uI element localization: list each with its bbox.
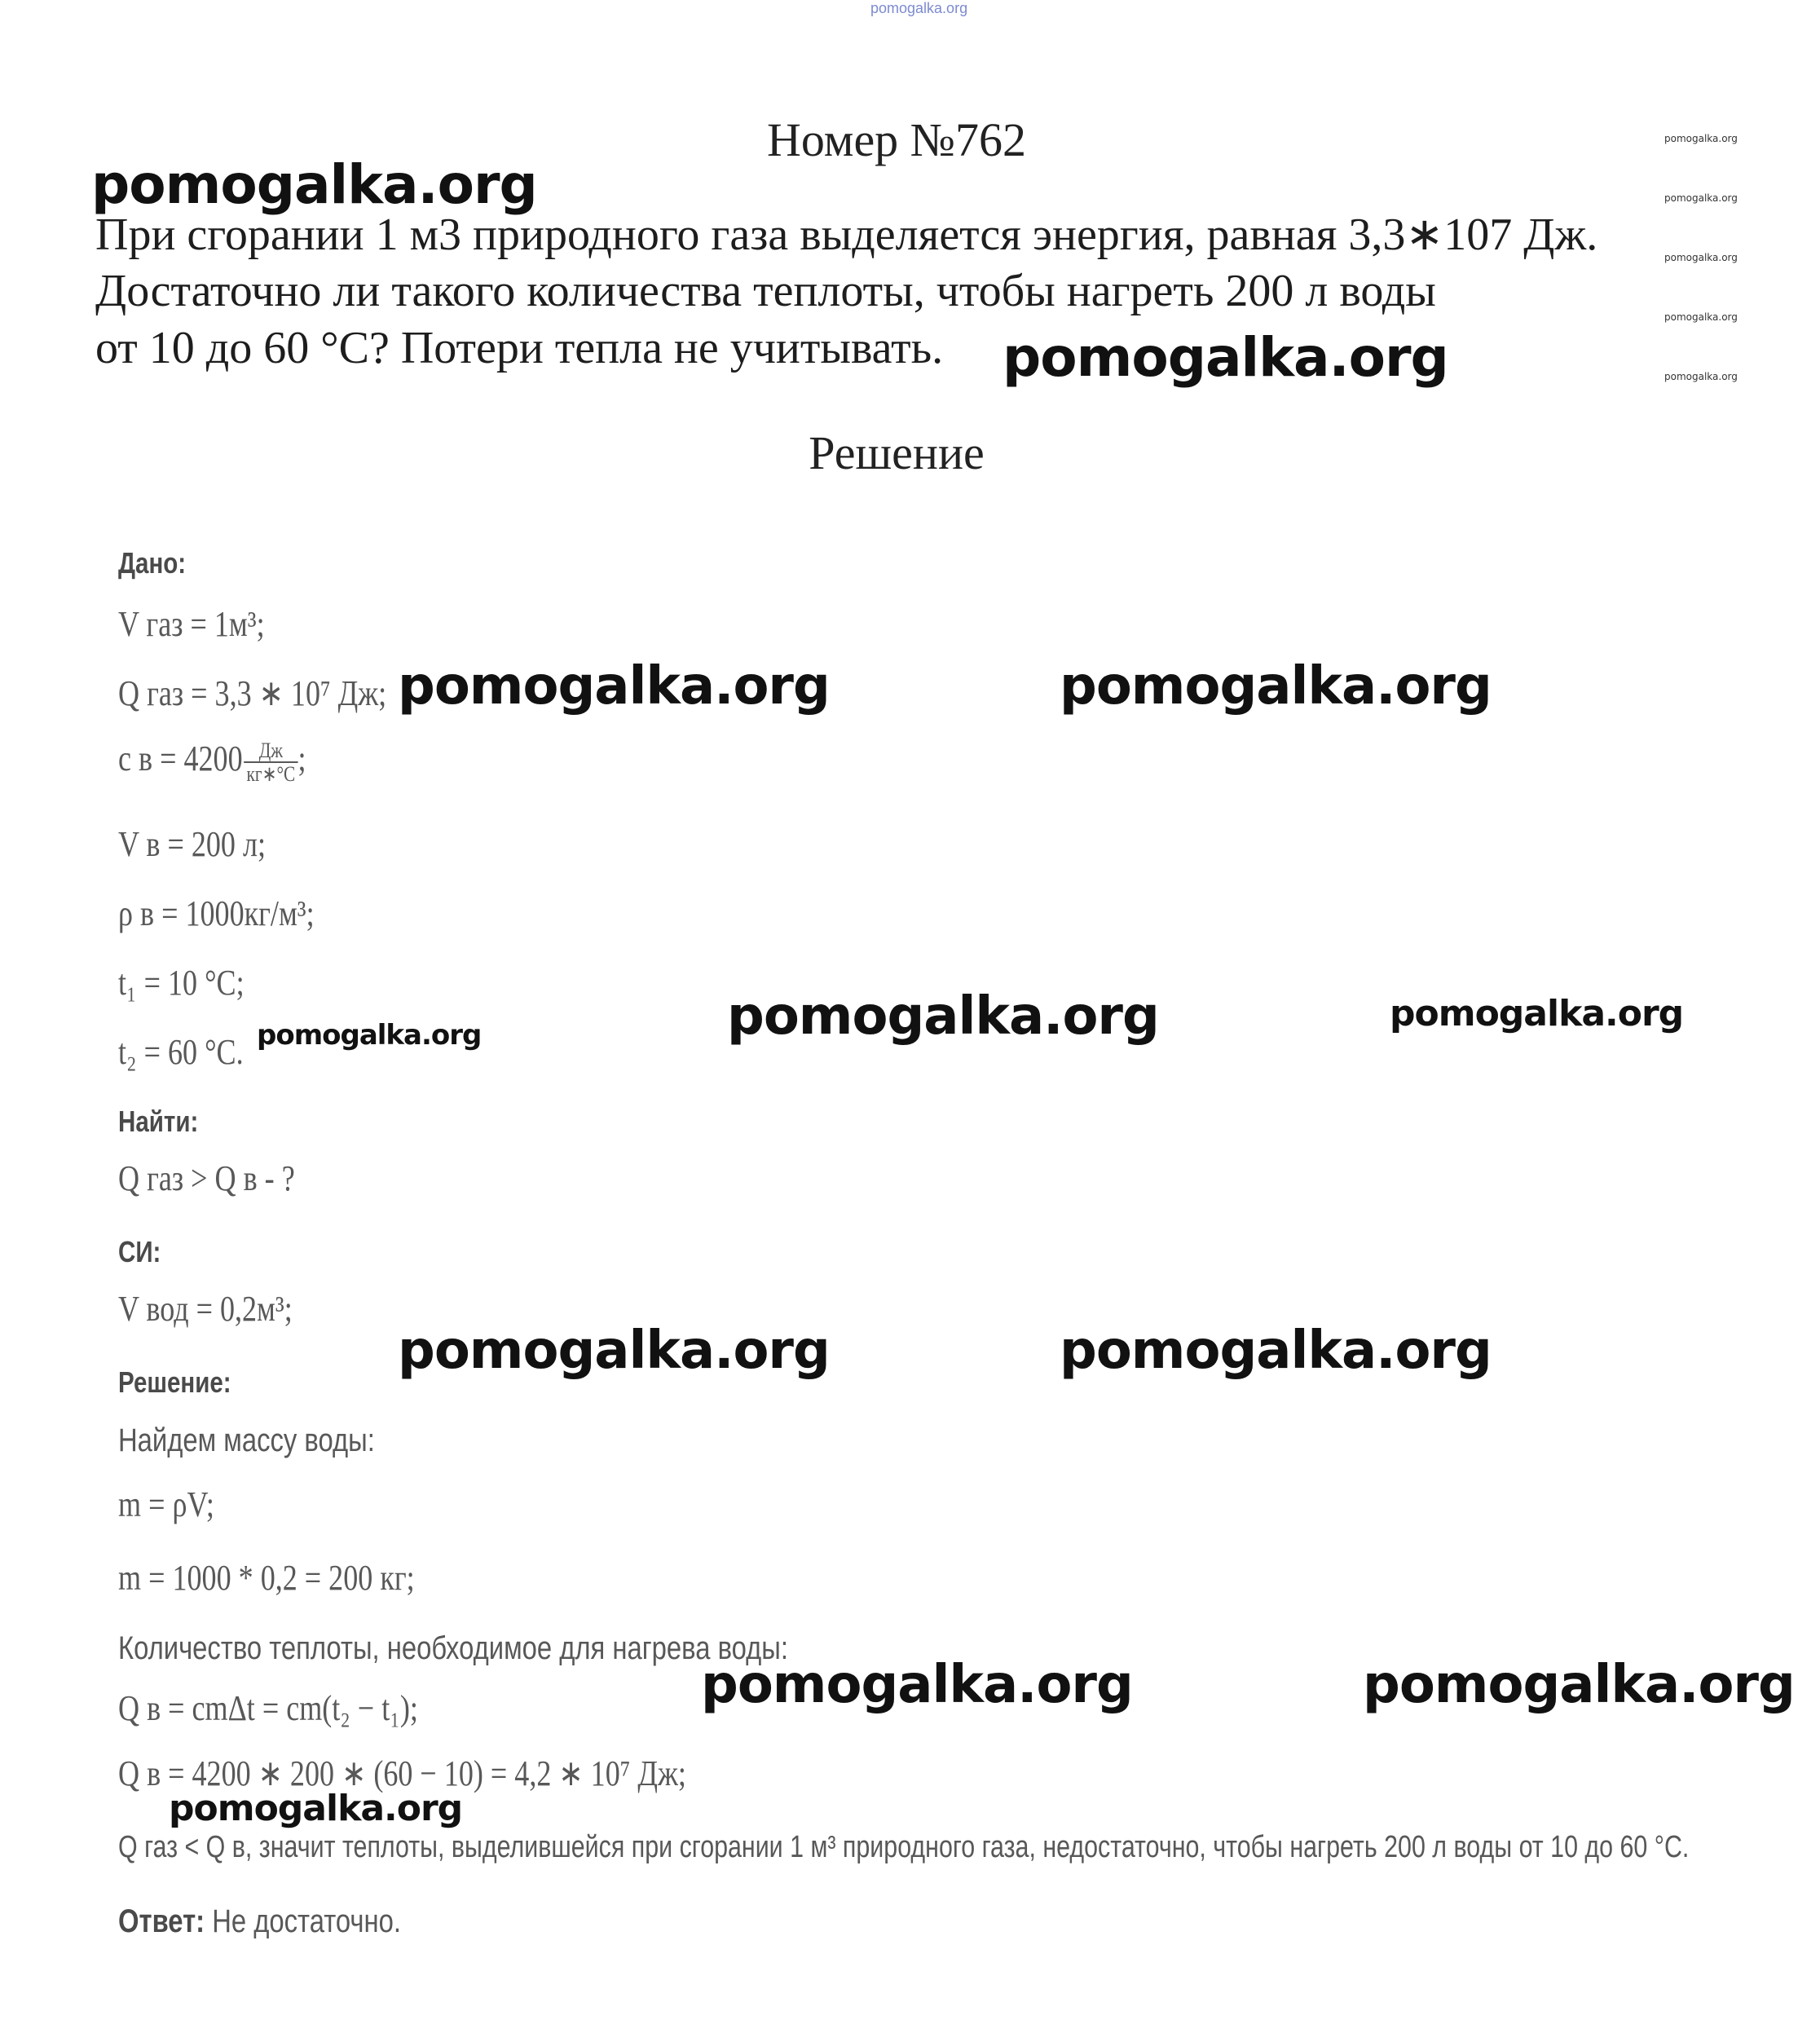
given-label: Дано: (118, 546, 187, 580)
watermark: pomogalka.org (1060, 1321, 1492, 1381)
watermark: pomogalka.org (398, 656, 830, 717)
given-v-gas: V газ = 1м³; (118, 604, 265, 644)
watermark: pomogalka.org (1363, 1655, 1795, 1715)
watermark: pomogalka.org (257, 1019, 482, 1052)
watermark: pomogalka.org (1664, 192, 1738, 204)
watermark: pomogalka.org (701, 1655, 1133, 1715)
find-label: Найти: (118, 1105, 199, 1138)
given-v-water: V в = 200 л; (118, 824, 267, 864)
problem-line-3: от 10 до 60 °С? Потери тепла не учитывать. (95, 323, 944, 373)
answer-label: Ответ: (118, 1903, 205, 1939)
c-water-numerator: Дж (244, 739, 297, 763)
watermark: pomogalka.org (1664, 252, 1738, 263)
c-water-fraction (244, 739, 297, 786)
c-water-prefix: c в = 4200 (118, 739, 243, 778)
page-title: Номер №762 (766, 113, 1027, 166)
given-q-gas: Q газ = 3,3 ∗ 10⁷ Дж; (118, 673, 387, 713)
si-value: V вод = 0,2м³; (118, 1289, 293, 1329)
watermark: pomogalka.org (1060, 656, 1492, 717)
watermark: pomogalka.org (91, 153, 537, 216)
answer-text: Не достаточно. (212, 1903, 401, 1939)
given-t2: t₂ = 60 °С. (118, 1032, 244, 1072)
heat-calc: Q в = 4200 ∗ 200 ∗ (60 − 10) = 4,2 ∗ 10⁷ Дж; (118, 1753, 686, 1793)
mass-formula: m = ρV; (118, 1484, 214, 1524)
watermark: pomogalka.org (1664, 311, 1738, 323)
given-c-water: c в = 4200 $\frac{Дж}{кг∗^\circ С}$ ; (118, 738, 306, 786)
heat-text: Количество теплоты, необходимое для нагрева воды: (118, 1630, 788, 1666)
problem-line-2: Достаточно ли такого количества теплоты, чтобы нагреть 200 л воды (95, 266, 1436, 316)
watermark: pomogalka.org (1664, 371, 1738, 382)
answer (118, 1903, 401, 1940)
watermark: pomogalka.org (398, 1321, 830, 1381)
watermark: pomogalka.org (1664, 133, 1738, 144)
si-label: СИ: (118, 1235, 161, 1268)
given-rho-water: ρ в = 1000кг/м³; (118, 893, 315, 933)
find-expression: Q газ > Q в - ? (118, 1158, 295, 1198)
watermark: pomogalka.org (169, 1788, 463, 1829)
mass-calc: m = 1000 * 0,2 = 200 кг; (118, 1558, 415, 1598)
c-water-denominator: кг∗°С (246, 761, 296, 786)
given-t1: t₁ = 10 °С; (118, 963, 245, 1003)
top-watermark: pomogalka.org (870, 0, 968, 16)
problem-line-1: При сгорании 1 м3 природного газа выделяется энергия, равная 3,3∗107 Дж. (95, 209, 1598, 260)
watermark: pomogalka.org (1390, 993, 1684, 1034)
heat-formula: Q в = cmΔt = cm(t₂ − t₁); (118, 1688, 418, 1728)
solution-title: Решение (809, 426, 985, 479)
solution-label: Решение: (118, 1365, 231, 1399)
conclusion: Q газ < Q в, значит теплоты, выделившейся при сгорании 1 м³ природного газа, недостаточно, чтобы нагреть 200 л воды от 10 до 60 °С. (118, 1830, 1690, 1864)
mass-text: Найдем массу воды: (118, 1422, 375, 1458)
watermark: pomogalka.org (727, 986, 1159, 1047)
watermark: pomogalka.org (1003, 326, 1448, 389)
